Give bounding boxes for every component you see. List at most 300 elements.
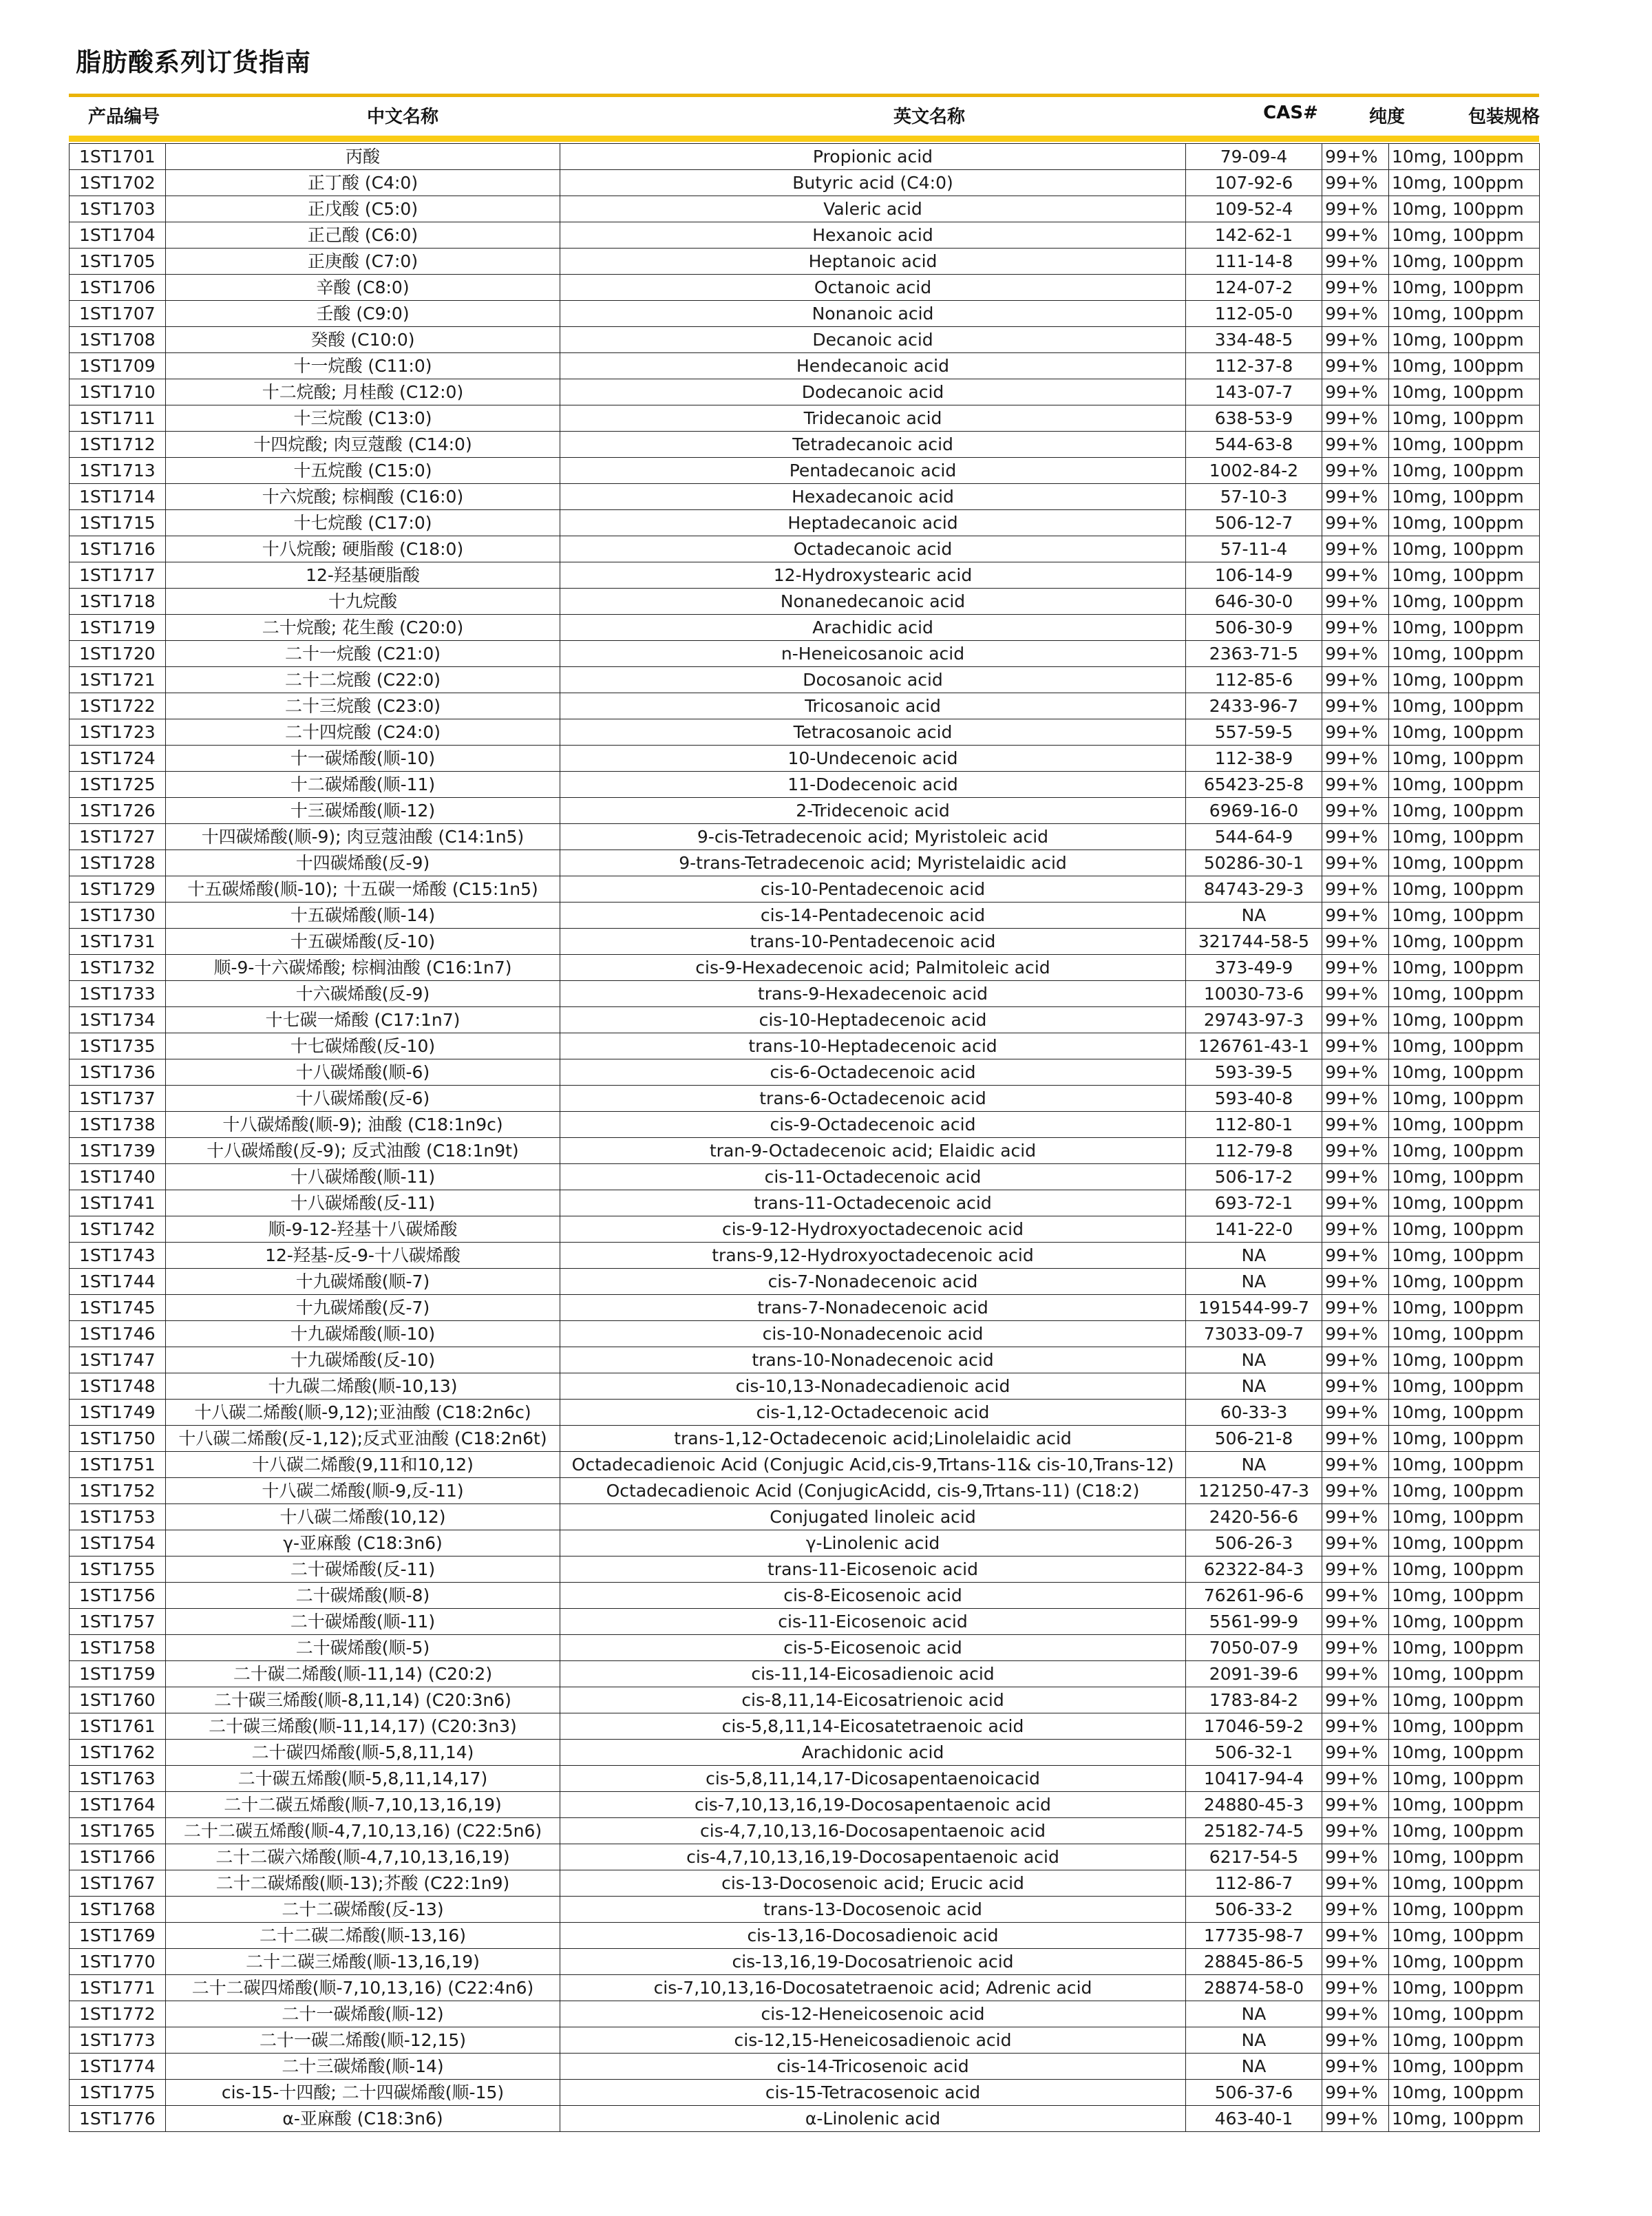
chinese-name-cell: 正戊酸 (C5:0) — [166, 196, 560, 222]
english-name-cell: Tridecanoic acid — [560, 405, 1186, 432]
package-cell: 10mg, 100ppm — [1389, 405, 1540, 432]
package-cell: 10mg, 100ppm — [1389, 510, 1540, 536]
table-row — [70, 641, 1540, 667]
package-cell: 10mg, 100ppm — [1389, 1687, 1540, 1713]
purity-cell: 99+% — [1322, 1426, 1389, 1452]
package-cell: 10mg, 100ppm — [1389, 981, 1540, 1007]
chinese-name-cell: 二十二碳五烯酸(顺-7,10,13,16,19) — [166, 1792, 560, 1818]
product-id-cell: 1ST1734 — [70, 1007, 166, 1033]
package-cell: 10mg, 100ppm — [1389, 746, 1540, 772]
product-id-cell: 1ST1768 — [70, 1897, 166, 1923]
chinese-name-cell: 正庚酸 (C7:0) — [166, 249, 560, 275]
table-row — [70, 1347, 1540, 1373]
english-name-cell: Dodecanoic acid — [560, 379, 1186, 405]
english-name-cell: trans-13-Docosenoic acid — [560, 1897, 1186, 1923]
purity-cell: 99+% — [1322, 275, 1389, 301]
cas-number-cell: 506-37-6 — [1186, 2080, 1322, 2106]
table-row — [70, 1452, 1540, 1478]
table-row — [70, 1269, 1540, 1295]
table-row — [70, 1818, 1540, 1844]
table-row — [70, 1740, 1540, 1766]
english-name-cell: cis-12,15-Heneicosadienoic acid — [560, 2027, 1186, 2054]
english-name-cell: trans-10-Heptadecenoic acid — [560, 1033, 1186, 1059]
product-id-cell: 1ST1730 — [70, 903, 166, 929]
cas-number-cell: 112-37-8 — [1186, 353, 1322, 379]
package-cell: 10mg, 100ppm — [1389, 1138, 1540, 1164]
chinese-name-cell: 二十碳烯酸(顺-8) — [166, 1583, 560, 1609]
package-cell: 10mg, 100ppm — [1389, 353, 1540, 379]
header-cas: CAS# — [1263, 103, 1318, 123]
english-name-cell: trans-11-Eicosenoic acid — [560, 1557, 1186, 1583]
product-id-cell: 1ST1735 — [70, 1033, 166, 1059]
table-row — [70, 1321, 1540, 1347]
chinese-name-cell: 二十一碳二烯酸(顺-12,15) — [166, 2027, 560, 2054]
product-id-cell: 1ST1774 — [70, 2054, 166, 2080]
package-cell: 10mg, 100ppm — [1389, 222, 1540, 249]
english-name-cell: Octadecadienoic Acid (Conjugic Acid,cis-9,Trtans-11& cis-10,Trans-12) — [560, 1452, 1186, 1478]
cas-number-cell: 126761-43-1 — [1186, 1033, 1322, 1059]
package-cell: 10mg, 100ppm — [1389, 1897, 1540, 1923]
purity-cell: 99+% — [1322, 1373, 1389, 1400]
header-purity: 纯度 — [1368, 107, 1405, 127]
english-name-cell: cis-7-Nonadecenoic acid — [560, 1269, 1186, 1295]
purity-cell: 99+% — [1322, 1452, 1389, 1478]
purity-cell: 99+% — [1322, 1870, 1389, 1897]
table-row — [70, 249, 1540, 275]
chinese-name-cell: cis-15-十四酸; 二十四碳烯酸(顺-15) — [166, 2080, 560, 2106]
table-row — [70, 772, 1540, 798]
purity-cell: 99+% — [1322, 1216, 1389, 1243]
product-id-cell: 1ST1748 — [70, 1373, 166, 1400]
product-id-cell: 1ST1705 — [70, 249, 166, 275]
purity-cell: 99+% — [1322, 170, 1389, 196]
product-id-cell: 1ST1766 — [70, 1844, 166, 1870]
chinese-name-cell: γ-亚麻酸 (C18:3n6) — [166, 1530, 560, 1557]
cas-number-cell: 112-85-6 — [1186, 667, 1322, 693]
package-cell: 10mg, 100ppm — [1389, 1530, 1540, 1557]
purity-cell: 99+% — [1322, 2001, 1389, 2027]
cas-number-cell: 506-26-3 — [1186, 1530, 1322, 1557]
cas-number-cell: 29743-97-3 — [1186, 1007, 1322, 1033]
english-name-cell: cis-15-Tetracosenoic acid — [560, 2080, 1186, 2106]
package-cell: 10mg, 100ppm — [1389, 1975, 1540, 2001]
table-row — [70, 929, 1540, 955]
purity-cell: 99+% — [1322, 405, 1389, 432]
product-id-cell: 1ST1750 — [70, 1426, 166, 1452]
table-row — [70, 1635, 1540, 1661]
purity-cell: 99+% — [1322, 1975, 1389, 2001]
english-name-cell: 2-Tridecenoic acid — [560, 798, 1186, 824]
table-row — [70, 1609, 1540, 1635]
english-name-cell: cis-9-12-Hydroxyoctadecenoic acid — [560, 1216, 1186, 1243]
table-row — [70, 615, 1540, 641]
purity-cell: 99+% — [1322, 1190, 1389, 1216]
purity-cell: 99+% — [1322, 1269, 1389, 1295]
package-cell: 10mg, 100ppm — [1389, 1818, 1540, 1844]
product-id-cell: 1ST1749 — [70, 1400, 166, 1426]
product-id-cell: 1ST1717 — [70, 562, 166, 589]
package-cell: 10mg, 100ppm — [1389, 929, 1540, 955]
package-cell: 10mg, 100ppm — [1389, 458, 1540, 484]
chinese-name-cell: 壬酸 (C9:0) — [166, 301, 560, 327]
package-cell: 10mg, 100ppm — [1389, 1452, 1540, 1478]
purity-cell: 99+% — [1322, 1321, 1389, 1347]
purity-cell: 99+% — [1322, 1478, 1389, 1504]
purity-cell: 99+% — [1322, 2080, 1389, 2106]
table-row — [70, 2001, 1540, 2027]
purity-cell: 99+% — [1322, 1295, 1389, 1321]
header-english-name: 英文名称 — [893, 107, 965, 127]
cas-number-cell: 24880-45-3 — [1186, 1792, 1322, 1818]
chinese-name-cell: 十六碳烯酸(反-9) — [166, 981, 560, 1007]
chinese-name-cell: 十五碳烯酸(顺-10); 十五碳一烯酸 (C15:1n5) — [166, 876, 560, 903]
chinese-name-cell: 十三碳烯酸(顺-12) — [166, 798, 560, 824]
chinese-name-cell: 十二烷酸; 月桂酸 (C12:0) — [166, 379, 560, 405]
cas-number-cell: 506-12-7 — [1186, 510, 1322, 536]
table-row — [70, 2054, 1540, 2080]
chinese-name-cell: 十八碳二烯酸(10,12) — [166, 1504, 560, 1530]
package-cell: 10mg, 100ppm — [1389, 1557, 1540, 1583]
cas-number-cell: 1783-84-2 — [1186, 1687, 1322, 1713]
table-row — [70, 562, 1540, 589]
package-cell: 10mg, 100ppm — [1389, 1661, 1540, 1687]
product-id-cell: 1ST1776 — [70, 2106, 166, 2132]
package-cell: 10mg, 100ppm — [1389, 1766, 1540, 1792]
purity-cell: 99+% — [1322, 1949, 1389, 1975]
package-cell: 10mg, 100ppm — [1389, 1059, 1540, 1086]
purity-cell: 99+% — [1322, 1164, 1389, 1190]
package-cell: 10mg, 100ppm — [1389, 1347, 1540, 1373]
table-row — [70, 1164, 1540, 1190]
chinese-name-cell: 十二碳烯酸(顺-11) — [166, 772, 560, 798]
product-id-cell: 1ST1760 — [70, 1687, 166, 1713]
purity-cell: 99+% — [1322, 301, 1389, 327]
product-id-cell: 1ST1720 — [70, 641, 166, 667]
purity-cell: 99+% — [1322, 196, 1389, 222]
chinese-name-cell: 十八碳烯酸(反-6) — [166, 1086, 560, 1112]
purity-cell: 99+% — [1322, 1609, 1389, 1635]
cas-number-cell: 111-14-8 — [1186, 249, 1322, 275]
chinese-name-cell: 二十一烷酸 (C21:0) — [166, 641, 560, 667]
cas-number-cell: NA — [1186, 2027, 1322, 2054]
cas-number-cell: 124-07-2 — [1186, 275, 1322, 301]
table-row — [70, 144, 1540, 170]
chinese-name-cell: 二十二碳三烯酸(顺-13,16,19) — [166, 1949, 560, 1975]
package-cell: 10mg, 100ppm — [1389, 1504, 1540, 1530]
table-row — [70, 1792, 1540, 1818]
package-cell: 10mg, 100ppm — [1389, 1844, 1540, 1870]
chinese-name-cell: 二十二碳四烯酸(顺-7,10,13,16) (C22:4n6) — [166, 1975, 560, 2001]
english-name-cell: Heptadecanoic acid — [560, 510, 1186, 536]
cas-number-cell: 506-32-1 — [1186, 1740, 1322, 1766]
package-cell: 10mg, 100ppm — [1389, 249, 1540, 275]
table-row — [70, 1661, 1540, 1687]
purity-cell: 99+% — [1322, 641, 1389, 667]
chinese-name-cell: 二十碳烯酸(顺-5) — [166, 1635, 560, 1661]
table-row — [70, 1007, 1540, 1033]
cas-number-cell: 1002-84-2 — [1186, 458, 1322, 484]
chinese-name-cell: 正丁酸 (C4:0) — [166, 170, 560, 196]
chinese-name-cell: 癸酸 (C10:0) — [166, 327, 560, 353]
purity-cell: 99+% — [1322, 955, 1389, 981]
table-row — [70, 1478, 1540, 1504]
chinese-name-cell: 十八碳二烯酸(顺-9,反-11) — [166, 1478, 560, 1504]
cas-number-cell: 84743-29-3 — [1186, 876, 1322, 903]
english-name-cell: Hexanoic acid — [560, 222, 1186, 249]
package-cell: 10mg, 100ppm — [1389, 1216, 1540, 1243]
english-name-cell: Octadecanoic acid — [560, 536, 1186, 562]
product-id-cell: 1ST1713 — [70, 458, 166, 484]
table-row — [70, 981, 1540, 1007]
product-id-cell: 1ST1741 — [70, 1190, 166, 1216]
chinese-name-cell: 十七烷酸 (C17:0) — [166, 510, 560, 536]
english-name-cell: Propionic acid — [560, 144, 1186, 170]
product-id-cell: 1ST1738 — [70, 1112, 166, 1138]
chinese-name-cell: 十九碳烯酸(顺-7) — [166, 1269, 560, 1295]
cas-number-cell: 28874-58-0 — [1186, 1975, 1322, 2001]
cas-number-cell: 191544-99-7 — [1186, 1295, 1322, 1321]
table-row — [70, 1975, 1540, 2001]
product-id-cell: 1ST1773 — [70, 2027, 166, 2054]
table-row — [70, 1557, 1540, 1583]
purity-cell: 99+% — [1322, 353, 1389, 379]
english-name-cell: Octanoic acid — [560, 275, 1186, 301]
package-cell: 10mg, 100ppm — [1389, 1740, 1540, 1766]
purity-cell: 99+% — [1322, 1033, 1389, 1059]
chinese-name-cell: 十四碳烯酸(顺-9); 肉豆蔻油酸 (C14:1n5) — [166, 824, 560, 850]
english-name-cell: trans-10-Pentadecenoic acid — [560, 929, 1186, 955]
product-id-cell: 1ST1721 — [70, 667, 166, 693]
package-cell: 10mg, 100ppm — [1389, 641, 1540, 667]
package-cell: 10mg, 100ppm — [1389, 1400, 1540, 1426]
product-id-cell: 1ST1740 — [70, 1164, 166, 1190]
english-name-cell: cis-9-Hexadecenoic acid; Palmitoleic acid — [560, 955, 1186, 981]
chinese-name-cell: 十八碳二烯酸(9,11和10,12) — [166, 1452, 560, 1478]
table-row — [70, 1216, 1540, 1243]
english-name-cell: Tricosanoic acid — [560, 693, 1186, 719]
purity-cell: 99+% — [1322, 1138, 1389, 1164]
table-row — [70, 432, 1540, 458]
purity-cell: 99+% — [1322, 2054, 1389, 2080]
table-row — [70, 1373, 1540, 1400]
product-id-cell: 1ST1706 — [70, 275, 166, 301]
table-row — [70, 798, 1540, 824]
product-id-cell: 1ST1703 — [70, 196, 166, 222]
package-cell: 10mg, 100ppm — [1389, 327, 1540, 353]
package-cell: 10mg, 100ppm — [1389, 876, 1540, 903]
table-header — [69, 94, 1539, 142]
chinese-name-cell: 二十二碳烯酸(反-13) — [166, 1897, 560, 1923]
chinese-name-cell: 二十二烷酸 (C22:0) — [166, 667, 560, 693]
english-name-cell: Arachidonic acid — [560, 1740, 1186, 1766]
product-id-cell: 1ST1737 — [70, 1086, 166, 1112]
cas-number-cell: 17735-98-7 — [1186, 1923, 1322, 1949]
english-name-cell: Tetradecanoic acid — [560, 432, 1186, 458]
product-id-cell: 1ST1709 — [70, 353, 166, 379]
product-id-cell: 1ST1754 — [70, 1530, 166, 1557]
english-name-cell: cis-7,10,13,16,19-Docosapentaenoic acid — [560, 1792, 1186, 1818]
purity-cell: 99+% — [1322, 1530, 1389, 1557]
table-row — [70, 1400, 1540, 1426]
chinese-name-cell: 十七碳烯酸(反-10) — [166, 1033, 560, 1059]
package-cell: 10mg, 100ppm — [1389, 536, 1540, 562]
purity-cell: 99+% — [1322, 746, 1389, 772]
purity-cell: 99+% — [1322, 379, 1389, 405]
table-row — [70, 1504, 1540, 1530]
english-name-cell: Docosanoic acid — [560, 667, 1186, 693]
english-name-cell: Nonanoic acid — [560, 301, 1186, 327]
purity-cell: 99+% — [1322, 1687, 1389, 1713]
chinese-name-cell: 二十二碳六烯酸(顺-4,7,10,13,16,19) — [166, 1844, 560, 1870]
package-cell: 10mg, 100ppm — [1389, 432, 1540, 458]
package-cell: 10mg, 100ppm — [1389, 1373, 1540, 1400]
table-row — [70, 824, 1540, 850]
purity-cell: 99+% — [1322, 1347, 1389, 1373]
cas-number-cell: 506-30-9 — [1186, 615, 1322, 641]
product-id-cell: 1ST1739 — [70, 1138, 166, 1164]
purity-cell: 99+% — [1322, 1661, 1389, 1687]
english-name-cell: Nonanedecanoic acid — [560, 589, 1186, 615]
cas-number-cell: 638-53-9 — [1186, 405, 1322, 432]
table-row — [70, 458, 1540, 484]
table-row — [70, 1713, 1540, 1740]
table-row — [70, 903, 1540, 929]
package-cell: 10mg, 100ppm — [1389, 824, 1540, 850]
table-row — [70, 1766, 1540, 1792]
english-name-cell: 11-Dodecenoic acid — [560, 772, 1186, 798]
purity-cell: 99+% — [1322, 693, 1389, 719]
chinese-name-cell: 顺-9-十六碳烯酸; 棕榈油酸 (C16:1n7) — [166, 955, 560, 981]
chinese-name-cell: 十五碳烯酸(反-10) — [166, 929, 560, 955]
cas-number-cell: 25182-74-5 — [1186, 1818, 1322, 1844]
cas-number-cell: 79-09-4 — [1186, 144, 1322, 170]
package-cell: 10mg, 100ppm — [1389, 589, 1540, 615]
english-name-cell: n-Heneicosanoic acid — [560, 641, 1186, 667]
package-cell: 10mg, 100ppm — [1389, 667, 1540, 693]
purity-cell: 99+% — [1322, 1818, 1389, 1844]
english-name-cell: cis-13,16-Docosadienoic acid — [560, 1923, 1186, 1949]
cas-number-cell: 50286-30-1 — [1186, 850, 1322, 876]
purity-cell: 99+% — [1322, 1557, 1389, 1583]
chinese-name-cell: 十八碳烯酸(顺-11) — [166, 1164, 560, 1190]
purity-cell: 99+% — [1322, 1635, 1389, 1661]
package-cell: 10mg, 100ppm — [1389, 1635, 1540, 1661]
cas-number-cell: 6217-54-5 — [1186, 1844, 1322, 1870]
cas-number-cell: 506-17-2 — [1186, 1164, 1322, 1190]
cas-number-cell: NA — [1186, 903, 1322, 929]
chinese-name-cell: 十七碳一烯酸 (C17:1n7) — [166, 1007, 560, 1033]
english-name-cell: Arachidic acid — [560, 615, 1186, 641]
cas-number-cell: 544-64-9 — [1186, 824, 1322, 850]
product-id-cell: 1ST1762 — [70, 1740, 166, 1766]
table-row — [70, 1138, 1540, 1164]
package-cell: 10mg, 100ppm — [1389, 1583, 1540, 1609]
product-id-cell: 1ST1722 — [70, 693, 166, 719]
chinese-name-cell: 十四碳烯酸(反-9) — [166, 850, 560, 876]
cas-number-cell: 544-63-8 — [1186, 432, 1322, 458]
chinese-name-cell: 二十二碳烯酸(顺-13);芥酸 (C22:1n9) — [166, 1870, 560, 1897]
english-name-cell: trans-11-Octadecenoic acid — [560, 1190, 1186, 1216]
table-row — [70, 353, 1540, 379]
product-id-cell: 1ST1707 — [70, 301, 166, 327]
package-cell: 10mg, 100ppm — [1389, 144, 1540, 170]
english-name-cell: trans-6-Octadecenoic acid — [560, 1086, 1186, 1112]
english-name-cell: cis-4,7,10,13,16,19-Docosapentaenoic acid — [560, 1844, 1186, 1870]
product-id-cell: 1ST1746 — [70, 1321, 166, 1347]
table-row — [70, 1923, 1540, 1949]
package-cell: 10mg, 100ppm — [1389, 1792, 1540, 1818]
cas-number-cell: 73033-09-7 — [1186, 1321, 1322, 1347]
package-cell: 10mg, 100ppm — [1389, 798, 1540, 824]
page-title: 脂肪酸系列订货指南 — [76, 48, 311, 77]
cas-number-cell: 143-07-7 — [1186, 379, 1322, 405]
chinese-name-cell: 二十碳二烯酸(顺-11,14) (C20:2) — [166, 1661, 560, 1687]
english-name-cell: Hexadecanoic acid — [560, 484, 1186, 510]
product-id-cell: 1ST1716 — [70, 536, 166, 562]
chinese-name-cell: 十九碳烯酸(反-10) — [166, 1347, 560, 1373]
english-name-cell: cis-10-Heptadecenoic acid — [560, 1007, 1186, 1033]
english-name-cell: tran-9-Octadecenoic acid; Elaidic acid — [560, 1138, 1186, 1164]
package-cell: 10mg, 100ppm — [1389, 1923, 1540, 1949]
cas-number-cell: 693-72-1 — [1186, 1190, 1322, 1216]
chinese-name-cell: 十九烷酸 — [166, 589, 560, 615]
product-id-cell: 1ST1763 — [70, 1766, 166, 1792]
cas-number-cell: 2363-71-5 — [1186, 641, 1322, 667]
english-name-cell: cis-10,13-Nonadecadienoic acid — [560, 1373, 1186, 1400]
cas-number-cell: NA — [1186, 1269, 1322, 1295]
english-name-cell: cis-4,7,10,13,16-Docosapentaenoic acid — [560, 1818, 1186, 1844]
purity-cell: 99+% — [1322, 327, 1389, 353]
header-product-id: 产品编号 — [87, 107, 160, 127]
purity-cell: 99+% — [1322, 144, 1389, 170]
table-row — [70, 1897, 1540, 1923]
table-row — [70, 1844, 1540, 1870]
purity-cell: 99+% — [1322, 615, 1389, 641]
cas-number-cell: 506-33-2 — [1186, 1897, 1322, 1923]
cas-number-cell: NA — [1186, 2001, 1322, 2027]
chinese-name-cell: 顺-9-12-羟基十八碳烯酸 — [166, 1216, 560, 1243]
purity-cell: 99+% — [1322, 772, 1389, 798]
table-row — [70, 275, 1540, 301]
english-name-cell: cis-5,8,11,14-Eicosatetraenoic acid — [560, 1713, 1186, 1740]
english-name-cell: trans-7-Nonadecenoic acid — [560, 1295, 1186, 1321]
package-cell: 10mg, 100ppm — [1389, 1609, 1540, 1635]
purity-cell: 99+% — [1322, 1583, 1389, 1609]
english-name-cell: cis-12-Heneicosenoic acid — [560, 2001, 1186, 2027]
table-row — [70, 327, 1540, 353]
product-id-cell: 1ST1723 — [70, 719, 166, 746]
product-id-cell: 1ST1764 — [70, 1792, 166, 1818]
purity-cell: 99+% — [1322, 536, 1389, 562]
purity-cell: 99+% — [1322, 1897, 1389, 1923]
package-cell: 10mg, 100ppm — [1389, 379, 1540, 405]
product-id-cell: 1ST1751 — [70, 1452, 166, 1478]
cas-number-cell: 593-40-8 — [1186, 1086, 1322, 1112]
product-id-cell: 1ST1736 — [70, 1059, 166, 1086]
cas-number-cell: NA — [1186, 1347, 1322, 1373]
cas-number-cell: 141-22-0 — [1186, 1216, 1322, 1243]
product-id-cell: 1ST1765 — [70, 1818, 166, 1844]
chinese-name-cell: 二十碳烯酸(反-11) — [166, 1557, 560, 1583]
cas-number-cell: 557-59-5 — [1186, 719, 1322, 746]
product-id-cell: 1ST1756 — [70, 1583, 166, 1609]
chinese-name-cell: 十九碳二烯酸(顺-10,13) — [166, 1373, 560, 1400]
purity-cell: 99+% — [1322, 432, 1389, 458]
cas-number-cell: 57-10-3 — [1186, 484, 1322, 510]
purity-cell: 99+% — [1322, 1713, 1389, 1740]
chinese-name-cell: 二十烷酸; 花生酸 (C20:0) — [166, 615, 560, 641]
english-name-cell: cis-11,14-Eicosadienoic acid — [560, 1661, 1186, 1687]
